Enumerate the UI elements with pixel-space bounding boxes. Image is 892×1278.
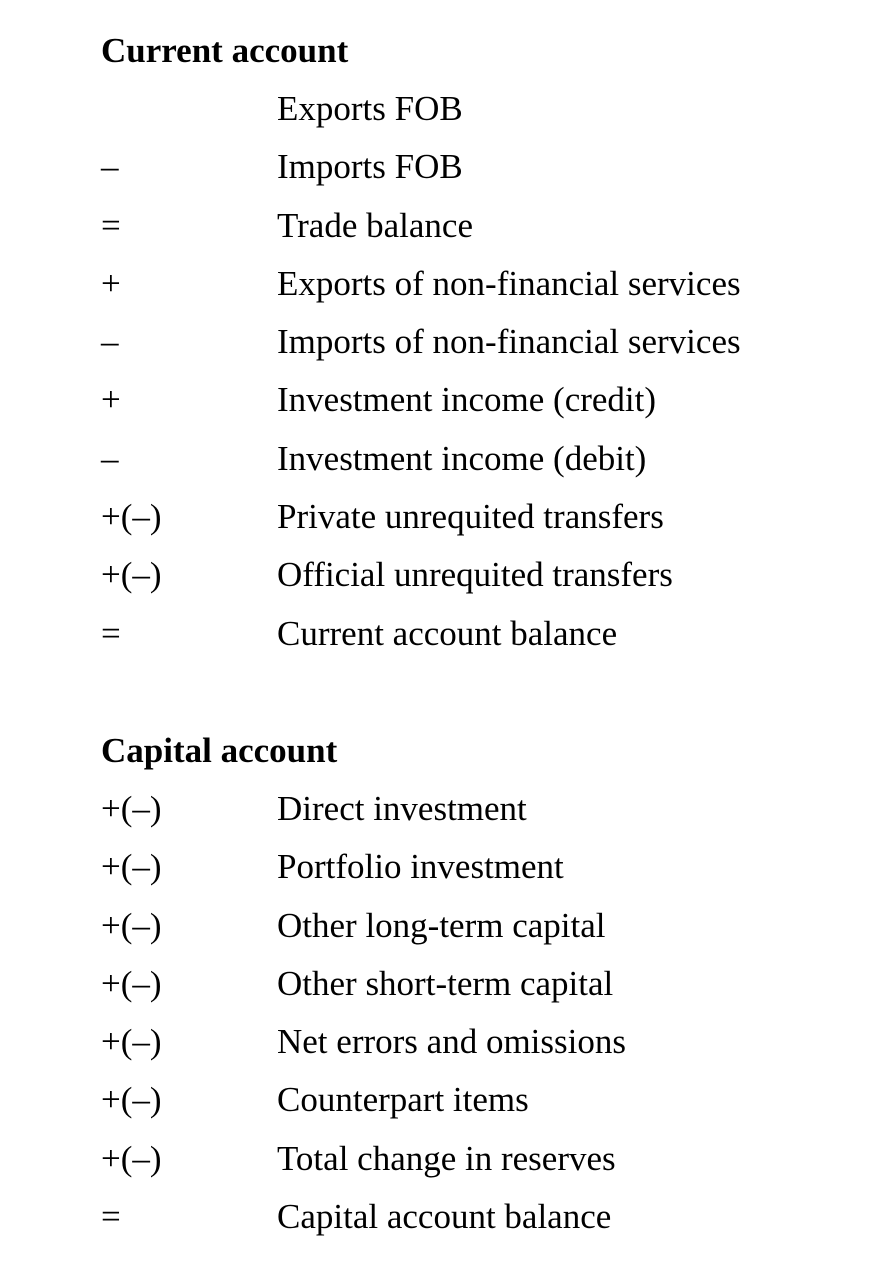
operator: = xyxy=(101,205,121,245)
operator: +(–) xyxy=(101,788,162,828)
operator: +(–) xyxy=(101,497,162,537)
capital-account-row-change-in-reserves xyxy=(101,1130,861,1188)
operator: + xyxy=(101,380,121,420)
line-item-label: Direct investment xyxy=(277,788,527,828)
line-item-label: Imports of non-financial services xyxy=(277,322,741,362)
current-account-row-exports-fob xyxy=(101,80,861,138)
line-item-label: Official unrequited transfers xyxy=(277,555,673,595)
line-item-label: Private unrequited transfers xyxy=(277,497,664,537)
capital-account-section xyxy=(101,722,861,1246)
line-item-label: Other long-term capital xyxy=(277,905,606,945)
operator: +(–) xyxy=(101,905,162,945)
line-item-label: Exports of non-financial services xyxy=(277,263,741,303)
line-item-label: Net errors and omissions xyxy=(277,1022,626,1062)
operator: +(–) xyxy=(101,1138,162,1178)
operator: +(–) xyxy=(101,847,162,887)
current-account-heading: Current account xyxy=(101,31,349,70)
current-account-row-imports-services xyxy=(101,313,861,371)
current-account-row-investment-income-debit xyxy=(101,430,861,488)
capital-account-row-direct-investment xyxy=(101,780,861,838)
capital-account-row-long-term-capital xyxy=(101,897,861,955)
operator: – xyxy=(101,438,119,478)
line-item-label: Imports FOB xyxy=(277,147,463,187)
capital-account-row-short-term-capital xyxy=(101,955,861,1013)
line-item-label: Portfolio investment xyxy=(277,847,564,887)
operator: – xyxy=(101,322,119,362)
line-item-label: Capital account balance xyxy=(277,1197,612,1237)
current-account-row-official-transfers xyxy=(101,546,861,604)
current-account-row-investment-income-credit xyxy=(101,371,861,429)
line-item-label: Current account balance xyxy=(277,613,618,653)
capital-account-row-counterpart-items xyxy=(101,1071,861,1129)
capital-account-row-errors-omissions xyxy=(101,1013,861,1071)
line-item-label: Counterpart items xyxy=(277,1080,529,1120)
current-account-row-exports-services xyxy=(101,255,861,313)
operator: +(–) xyxy=(101,963,162,1003)
line-item-label: Other short-term capital xyxy=(277,963,614,1003)
current-account-row-private-transfers xyxy=(101,488,861,546)
current-account-row-trade-balance xyxy=(101,197,861,255)
capital-account-row-portfolio-investment xyxy=(101,838,861,896)
line-item-label: Exports FOB xyxy=(277,89,463,128)
balance-of-payments-document xyxy=(101,22,861,1246)
operator: +(–) xyxy=(101,555,162,595)
current-account-row-balance xyxy=(101,605,861,663)
line-item-label: Investment income (debit) xyxy=(277,438,647,478)
operator: – xyxy=(101,147,119,187)
operator: +(–) xyxy=(101,1022,162,1062)
operator: = xyxy=(101,613,121,653)
line-item-label: Total change in reserves xyxy=(277,1138,616,1178)
operator: = xyxy=(101,1197,121,1237)
line-item-label: Investment income (credit) xyxy=(277,380,657,420)
section-spacer xyxy=(101,663,861,722)
operator: + xyxy=(101,263,121,303)
line-item-label: Trade balance xyxy=(277,205,473,245)
operator: +(–) xyxy=(101,1080,162,1120)
capital-account-heading: Capital account xyxy=(101,730,338,770)
current-account-section xyxy=(101,22,861,663)
current-account-row-imports-fob xyxy=(101,138,861,196)
capital-account-row-balance xyxy=(101,1188,861,1246)
